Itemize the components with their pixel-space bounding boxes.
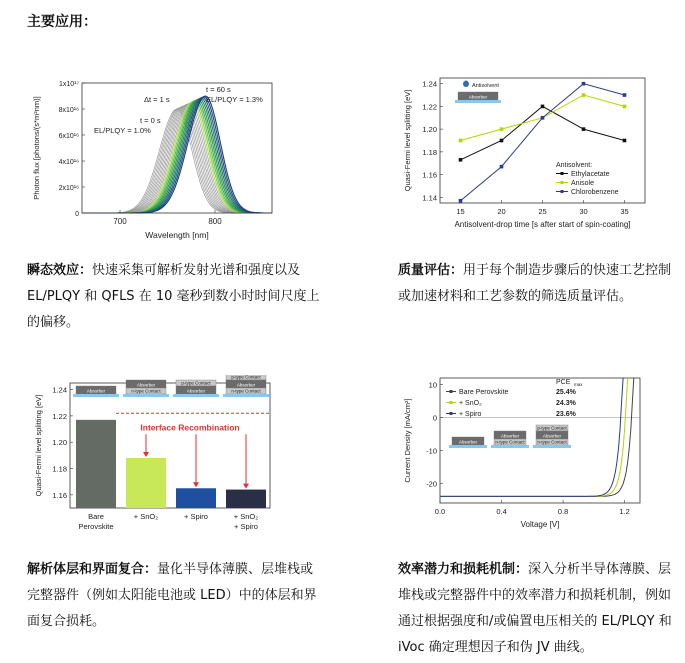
y-tick-label: 0 xyxy=(75,211,79,218)
arrow-head xyxy=(143,452,149,457)
annotation-plqy-end: EL/PLQY = 1.3% xyxy=(206,95,263,104)
legend-marker xyxy=(450,412,453,415)
inset-label: Antisolvent xyxy=(472,83,499,89)
bar-stack-layer-label: Absorber xyxy=(86,388,106,394)
x-axis-label: Voltage [V] xyxy=(520,520,560,529)
y-axis-label: Photon flux [photons/(s*m²nm)] xyxy=(32,96,41,200)
annotation-dt: Δt = 1 s xyxy=(144,95,170,104)
section-text: 深入分析半导体薄膜、层堆栈或完整器件中的效率潜力和损耗机制，例如通过根据强度和/或偏置电压相关的 EL/PLQY 和 iVoc 确定理想因子和伪 JV 曲线。 xyxy=(398,562,672,655)
y-tick-label: 1.20 xyxy=(422,125,437,135)
y-tick-label: 1.22 xyxy=(52,411,67,421)
y-tick-label: 1.24 xyxy=(52,385,67,395)
bar-stack-substrate xyxy=(73,394,119,397)
x-tick-label: 800 xyxy=(208,217,222,226)
x-axis-label: Wavelength [nm] xyxy=(145,230,209,240)
x-tick-label: 0.8 xyxy=(557,507,569,516)
bar-stack-substrate xyxy=(173,394,219,397)
section-title: 效率潜力和损耗机制： xyxy=(398,562,529,577)
y-tick-label: 4x10¹⁶ xyxy=(58,159,79,166)
y-tick-label: 1.16 xyxy=(52,490,67,500)
jv-stack-layer-label: p-type Contact xyxy=(537,425,567,431)
data-point xyxy=(623,93,627,97)
y-tick-label: 1x10¹⁷ xyxy=(58,81,79,88)
y-axis-label: Quasi-Fermi level splitting [eV] xyxy=(34,394,43,497)
bar xyxy=(126,458,166,508)
legend-label: Anisole xyxy=(571,180,594,187)
y-tick-label: 2x10¹⁶ xyxy=(58,185,79,192)
jv-stack-substrate xyxy=(491,445,529,448)
category-label: + Spiro xyxy=(184,512,208,521)
bar-stack-layer-label: n-type Contact xyxy=(131,388,161,394)
x-tick-label: 0.0 xyxy=(434,507,446,516)
legend-label: Bare Perovskite xyxy=(459,389,509,396)
inset-layer-label: Absorber xyxy=(468,94,488,100)
data-point xyxy=(459,139,463,143)
data-point xyxy=(582,82,586,86)
spectrum-line xyxy=(82,97,272,213)
legend-marker xyxy=(561,172,564,175)
legend-label: Chlorobenzene xyxy=(571,189,619,196)
data-point xyxy=(541,105,545,109)
x-tick-label: 30 xyxy=(579,207,588,216)
y-tick-label: 10 xyxy=(428,380,437,390)
recombination-bar-chart xyxy=(30,375,280,545)
legend-header: PCE xyxy=(556,379,571,386)
bar-stack-layer-label: Absorber xyxy=(236,382,256,388)
bar-stack-layer-label: Absorber xyxy=(186,388,206,394)
data-point xyxy=(582,93,586,97)
y-tick-label: 6x10¹⁶ xyxy=(58,133,79,140)
legend-marker xyxy=(450,390,453,393)
category-label: + SnO₂ xyxy=(133,512,159,521)
legend-header-sub: max xyxy=(574,382,583,387)
data-point xyxy=(500,127,504,131)
data-point xyxy=(500,139,504,143)
page-heading: 主要应用： xyxy=(27,14,97,30)
series-line xyxy=(461,106,625,159)
y-tick-label: 1.22 xyxy=(422,102,437,112)
inset-substrate xyxy=(455,100,501,103)
y-tick-label: 1.24 xyxy=(422,79,437,89)
section-transient xyxy=(27,258,327,336)
bar-stack-layer-label: n-type Contact xyxy=(231,388,261,394)
legend-label: Ethylacetate xyxy=(571,171,610,178)
x-tick-label: 700 xyxy=(113,217,127,226)
jv-stack-layer-label: Absorber xyxy=(458,439,478,445)
jv-stack-substrate xyxy=(449,445,487,448)
annotation-label: Interface Recombination xyxy=(140,422,240,433)
data-point xyxy=(582,127,586,131)
y-tick-label: 1.14 xyxy=(422,193,437,203)
y-tick-label: -20 xyxy=(426,479,437,489)
annotation-t0: t = 0 s xyxy=(140,116,161,125)
y-axis-label: Quasi-Fermi level splitting [eV] xyxy=(403,89,412,192)
section-title: 解析体层和界面复合： xyxy=(27,562,158,577)
legend-pce: 24.3% xyxy=(556,400,576,407)
x-tick-label: 25 xyxy=(538,207,547,216)
jv-stack-layer-label: Absorber xyxy=(500,433,520,439)
y-tick-label: 1.20 xyxy=(52,438,67,448)
x-tick-label: 0.4 xyxy=(496,507,507,516)
jv-stack-layer-label: n-type Contact xyxy=(537,439,567,445)
category-label: + Spiro xyxy=(234,522,258,531)
legend-marker xyxy=(561,181,564,184)
data-point xyxy=(541,116,545,120)
y-tick-label: 0 xyxy=(432,413,437,423)
droplet-icon xyxy=(463,81,469,88)
spectrum-line xyxy=(82,108,272,213)
section-text: 用于每个制造步骤后的快速工艺控制或加速材料和工艺参数的筛选质量评估。 xyxy=(398,263,672,304)
section-title: 瞬态效应： xyxy=(27,263,93,278)
legend-label: + SnO₂ xyxy=(459,400,482,407)
spectrum-line xyxy=(82,109,272,213)
x-tick-label: 1.2 xyxy=(619,507,630,516)
bar-stack-layer-label: p-type Contact xyxy=(181,380,211,386)
photon-flux-chart xyxy=(30,75,280,250)
legend-pce: 23.6% xyxy=(556,411,576,418)
antisolvent-chart xyxy=(398,70,658,245)
data-point xyxy=(623,139,627,143)
bar xyxy=(226,490,266,508)
bar xyxy=(176,488,216,508)
x-tick-label: 15 xyxy=(456,207,465,216)
y-tick-label: 1.18 xyxy=(52,464,67,474)
legend-label: + Spiro xyxy=(459,411,482,418)
jv-stack-substrate xyxy=(533,445,571,448)
jv-curve-chart xyxy=(398,370,658,545)
section-text: 快速采集可解析发射光谱和强度以及 EL/PLQY 和 QFLS 在 10 毫秒到数小时时间尺度上的偏移。 xyxy=(27,263,320,330)
section-recombination xyxy=(27,557,317,635)
arrow-head xyxy=(193,482,199,487)
legend-pce: 25.4% xyxy=(556,389,576,396)
data-point xyxy=(459,158,463,162)
x-axis-label: Antisolvent-drop time [s after start of spin-coating] xyxy=(454,220,631,229)
data-point xyxy=(500,165,504,169)
category-label: Perovskite xyxy=(78,522,114,531)
annotation-plqy-start: EL/PLQY = 1.0% xyxy=(94,126,151,135)
legend-title: Antisolvent: xyxy=(556,162,593,169)
bar xyxy=(76,420,116,508)
legend-marker xyxy=(450,401,453,404)
section-text: 量化半导体薄膜、层堆栈或完整器件（例如太阳能电池或 LED）中的体层和界面复合损耗。 xyxy=(27,562,317,629)
spectrum-line xyxy=(82,99,272,213)
category-label: Bare xyxy=(88,512,104,521)
data-point xyxy=(623,105,627,109)
y-axis-label: Current Density [mA/cm²] xyxy=(403,398,412,483)
y-tick-label: -10 xyxy=(426,446,437,456)
annotation-t60: t = 60 s xyxy=(206,85,231,94)
bar-stack-layer-label: Absorber xyxy=(136,382,156,388)
jv-stack-layer-label: n-type Contact xyxy=(495,439,525,445)
section-efficiency xyxy=(398,557,682,661)
bar-stack-substrate xyxy=(123,394,169,397)
data-point xyxy=(459,199,463,203)
x-tick-label: 20 xyxy=(497,207,506,216)
bar-stack-substrate xyxy=(223,394,269,397)
y-tick-label: 8x10¹⁶ xyxy=(58,107,79,114)
spectrum-line xyxy=(82,108,272,213)
arrow-head xyxy=(243,484,249,489)
legend-marker xyxy=(561,190,564,193)
y-tick-label: 1.16 xyxy=(422,170,437,180)
x-tick-label: 35 xyxy=(620,207,629,216)
section-title: 质量评估： xyxy=(398,263,464,278)
category-label: + SnO₂ xyxy=(233,512,259,521)
jv-stack-layer-label: Absorber xyxy=(542,433,562,439)
section-quality xyxy=(398,258,680,310)
y-tick-label: 1.18 xyxy=(422,147,437,157)
bar-stack-layer-label: p-type Contact xyxy=(231,375,261,380)
